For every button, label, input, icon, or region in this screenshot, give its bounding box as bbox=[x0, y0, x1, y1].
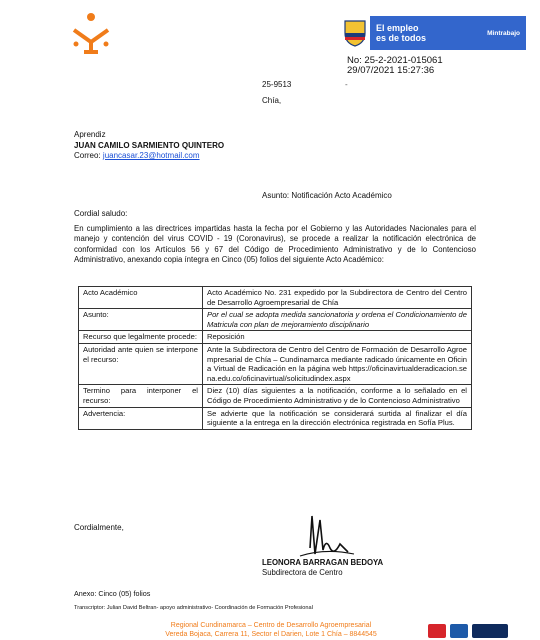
footer-line2: Vereda Bojaca, Carrera 11, Sector el Darien, Lote 1 Chía – 8844545 bbox=[165, 631, 377, 638]
academic-act-table bbox=[78, 286, 472, 430]
signer-block bbox=[262, 558, 383, 578]
row-label: Acto Académico bbox=[79, 287, 203, 309]
recipient-title: Aprendiz bbox=[74, 130, 106, 139]
signer-name: LEONORA BARRAGAN BEDOYA bbox=[262, 558, 384, 567]
row-value: Ante la Subdirectora de Centro del Centro de Formación de Desarrollo Agroempresarial de Chía – Cundinamarca mediante radicado únicamente en Oficina Virtual de Radicación en la página web https://oficinavirtualderadicacion.sena.edu.co/oficinavirtual/solicitudindex.aspx bbox=[203, 343, 472, 384]
row-value: Por el cual se adopta medida sancionatoria y ordena el Condicionamiento de Matricula con plan de mejoramiento disciplinario bbox=[203, 309, 472, 331]
table-row bbox=[79, 287, 472, 309]
sena-logo-icon bbox=[66, 10, 116, 60]
row-label: Asunto: bbox=[79, 309, 203, 331]
recipient-email-line bbox=[74, 151, 224, 162]
signature-image bbox=[290, 508, 360, 560]
row-value: Reposición bbox=[203, 331, 472, 344]
recipient-name: JUAN CAMILO SARMIENTO QUINTERO bbox=[74, 140, 225, 150]
row-value: Acto Académico No. 231 expedido por la Subdirectora de Centro del Centro de Desarrollo Agroempresarial de Chía bbox=[203, 287, 472, 309]
table-row bbox=[79, 309, 472, 331]
table-row bbox=[79, 343, 472, 384]
signature-scribble-icon bbox=[290, 508, 360, 560]
radicado-number: No: 25-2-2021-015061 bbox=[347, 55, 443, 66]
recipient-block bbox=[74, 130, 224, 162]
subject-line: Asunto: Notificación Acto Académico bbox=[262, 191, 392, 200]
ministry-label: Mintrabajo bbox=[487, 29, 520, 37]
city-line: Chía, bbox=[262, 96, 282, 105]
recipient-email-link[interactable]: juancasar.23@hotmail.com bbox=[102, 151, 200, 160]
footer-line1: Regional Cundinamarca – Centro de Desarrollo Agroempresarial bbox=[170, 622, 372, 629]
certification-logo-icon bbox=[450, 624, 468, 638]
radicado-stamp bbox=[347, 56, 443, 76]
gov-slogan-line2: es de todos bbox=[376, 33, 427, 43]
table-row bbox=[79, 331, 472, 344]
gov-slogan-box bbox=[370, 16, 526, 50]
salutation: Cordial saludo: bbox=[74, 209, 128, 218]
sena-logo bbox=[66, 10, 116, 60]
signer-role: Subdirectora de Centro bbox=[262, 568, 343, 577]
row-value: Diez (10) días siguientes a la notificación, conforme a lo señalado en el Código de Procedimiento Administrativo y de lo Contencioso Administrativo bbox=[203, 385, 472, 407]
radicado-datetime: 29/07/2021 15:27:36 bbox=[347, 65, 435, 76]
row-label: Termino para interponer el recurso: bbox=[79, 385, 203, 407]
intro-paragraph: En cumplimiento a las directrices impartidas hasta la fecha por el Gobierno y las Autoridades Nacionales para el manejo y contención del virus COVID - 19 (Coronavirus), se procede a realizar la notificación electrónica de conformidad con los Artículos 56 y 67 del Código de Procedimiento Administrativo y de lo Contencioso Administrativo, anexando copia íntegra en Cinco (05) folios del siguiente Acto Académico: bbox=[74, 224, 476, 265]
gov-slogan-line1: El empleo bbox=[376, 23, 419, 33]
row-value: Se advierte que la notificación se considerará surtida al finalizar el día siguiente a la entrega en la dirección electrónica registrada en Sofía Plus. bbox=[203, 407, 472, 429]
row-label: Autoridad ante quien se interpone el recurso: bbox=[79, 343, 203, 384]
table-row bbox=[79, 407, 472, 429]
transcriber-line: Transcriptor: Julian David Beltran- apoyo administrativo- Coordinación de Formación Profesional bbox=[74, 605, 313, 611]
table-row bbox=[79, 385, 472, 407]
row-label: Advertencia: bbox=[79, 407, 203, 429]
closing-line: Cordialmente, bbox=[74, 523, 124, 532]
annex-line: Anexo: Cinco (05) folios bbox=[74, 589, 151, 598]
reference-code: 25-9513 bbox=[262, 80, 292, 89]
gov-slogan bbox=[376, 23, 426, 43]
great-place-logo-icon bbox=[428, 624, 446, 638]
gov-banner bbox=[340, 16, 526, 50]
dash-mark: - bbox=[345, 80, 348, 89]
partner-logo-icon bbox=[472, 624, 508, 638]
footer-address bbox=[156, 621, 386, 639]
row-label: Recurso que legalmente procede: bbox=[79, 331, 203, 344]
colombia-shield-icon bbox=[340, 16, 370, 50]
email-label: Correo: bbox=[74, 151, 101, 160]
footer-logos bbox=[428, 624, 508, 638]
